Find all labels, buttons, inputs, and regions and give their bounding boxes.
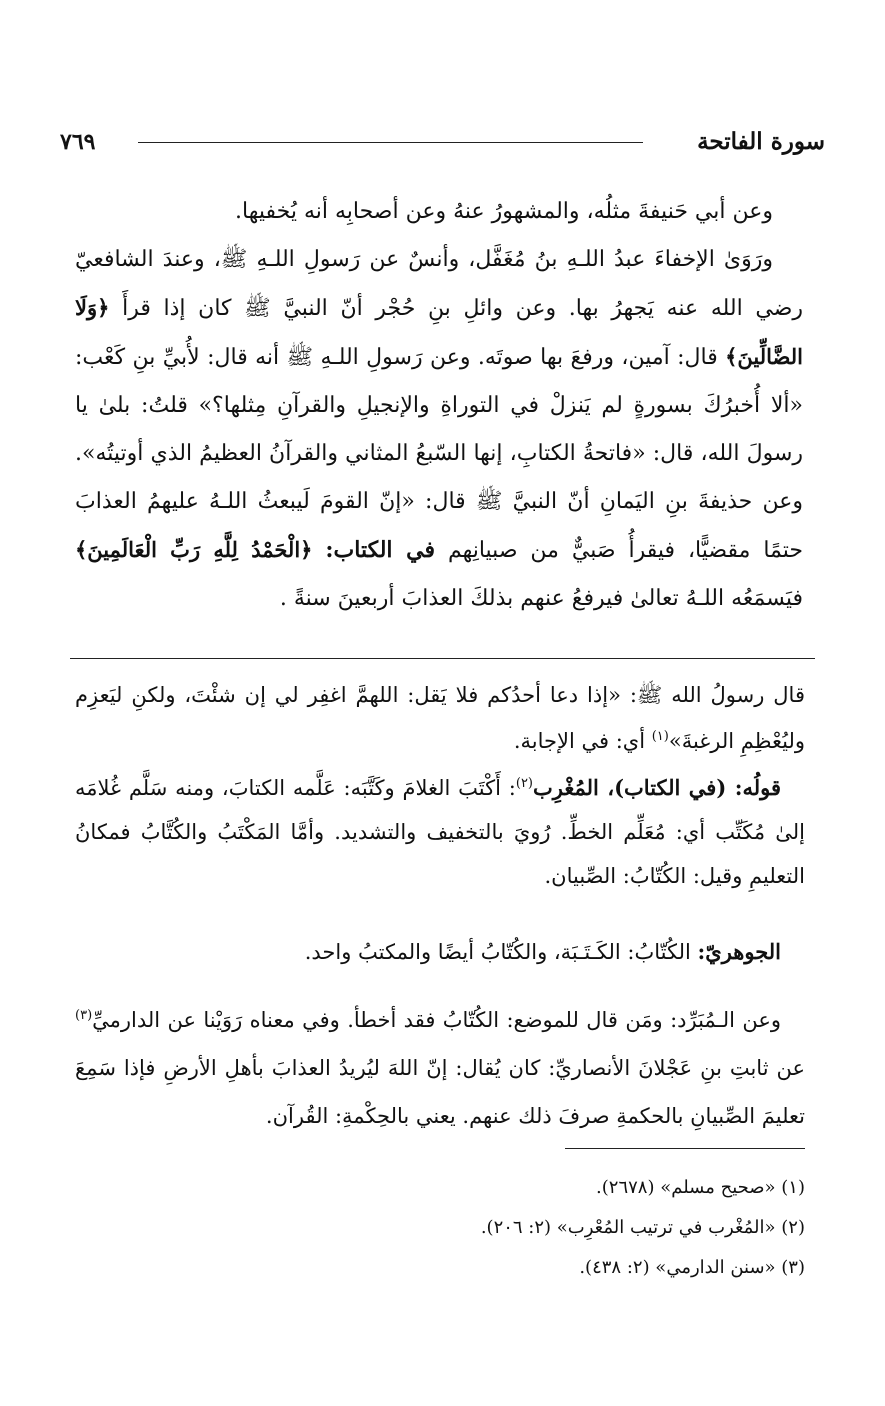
paragraph-text: قال رسولُ الله ﷺ: «إذا دعا أحدُكم فلا يَقل: اللهمَّ اغفِر لي إن شئْتَ، ولكنِ ليَعزِم وليُعْظِمِ الرغبةَ»: [75, 683, 805, 753]
quran-verse: ﴿وَلَا الضَّالِّينَ﴾: [75, 295, 803, 369]
footnote-ref-3: (٣): [75, 1008, 93, 1023]
footnote-item: (٣) «سنن الدارمي» (٢: ٤٣٨).: [579, 1257, 805, 1278]
quran-verse: ﴿الْحَمْدُ لِلَّهِ رَبِّ الْعَالَمِينَ﴾: [75, 537, 313, 562]
notes-paragraph-2: [75, 766, 805, 898]
footnote-divider: [565, 1148, 805, 1149]
bold-phrase: الجوهريّ:: [697, 939, 781, 964]
paragraph-text: وعن الـمُبَرِّد: ومَن قال للموضع: الكُتّابُ فقد أخطأ. وفي معناه رَوَيْنا عن الدارميِّ: [92, 1008, 781, 1032]
footnote-ref-2: (٢): [515, 776, 533, 791]
paragraph-text: : أَكْتَبَ الغلامَ وكَتَّبَه: عَلَّمه الكتابَ، ومنه سَلَّم غُلامَه إلىٰ مُكَتِّب أي: مُعَلِّم الخطِّ. رُويَ بالتخفيف والتشديد. وأمَّا المَكْتَبُ والكُتَّابُ فمكانُ التعليمِ وقيل: الكُتّابُ: الصِّبيان.: [75, 776, 805, 888]
bold-phrase: المُغْرِب: [533, 775, 608, 800]
bold-phrase: قولُه: (في الكتاب)،: [607, 775, 782, 800]
footnote-item: (١) «صحيح مسلم» (٢٦٧٨).: [596, 1177, 805, 1198]
paragraph-text: أي: في الإجابة.: [513, 729, 652, 753]
paragraph-text: قال: آمين، ورفعَ بها صوتَه. وعن رَسولِ اللـهِ ﷺ أنه قال: لأُبيِّ بنِ كَعْب: «ألا أُخبرُكَ بسورةٍ لم يَنزلْ في التوراةِ والإنجيلِ والقرآنِ مِثلها؟» قلتُ: بلىٰ يا رسولَ الله، قال: «فاتحةُ الكتابِ، إنها السّبعُ المثاني والقرآنُ العظيمُ الذي أوتيتُه». وعن حذيفةَ بنِ اليَمانِ أنّ النبيَّ ﷺ قال: «إنّ القومَ لَيبعثُ اللـهُ عليهمُ العذابَ حتمًا مقضيًّا، فيقرأُ صَبيٌّ من صبيانِهم: [75, 345, 803, 563]
bold-phrase: في الكتاب:: [325, 537, 435, 563]
notes-paragraph-4: [75, 996, 805, 1140]
commentary-paragraph-1: [75, 188, 803, 236]
paragraph-text: فيَسمَعُه اللـهُ تعالىٰ فيرفعُ عنهم بذلكَ العذابَ أربعينَ سنةً .: [279, 586, 803, 611]
footnotes-list: [200, 1168, 805, 1288]
paragraph-text: الكُتّابُ: الكَـتَـبَة، والكُتّابُ أيضًا والمكتبُ واحد.: [304, 940, 698, 964]
paragraph-text: عن ثابتِ بنِ عَجْلانَ الأنصاريِّ: كان يُقال: إنّ اللهَ ليُريدُ العذابَ بأهلِ الأرضِ فإذا سَمِعَ تعليمَ الصِّبيانِ بالحكمةِ صرفَ ذلك عنهم. يعني بالحِكْمةِ: القُرآن.: [75, 1056, 805, 1128]
main-text-divider: [70, 658, 815, 659]
paragraph-text: وعن أبي حَنيفةَ مثلُه، والمشهورُ عنهُ وعن أصحابِه أنه يُخفيها.: [235, 199, 773, 224]
page-number: ٧٦٩: [60, 129, 96, 155]
notes-paragraph-3: [75, 930, 805, 974]
footnote-item: (٢) «المُغْرب في ترتيب المُعْرِب» (٢: ٢٠٦).: [480, 1217, 805, 1238]
footnote-ref-1: (١): [651, 729, 669, 744]
commentary-paragraph-2: [75, 236, 803, 623]
section-title: سورة الفاتحة: [697, 128, 825, 155]
running-header: [60, 122, 825, 166]
header-rule: [138, 142, 643, 143]
paragraph-text: ورَوَىٰ الإخفاءَ عبدُ اللـهِ بنُ مُغَفَّل، وأنسٌ عن رَسولِ اللـهِ ﷺ، وعندَ الشافعيّ رضي الله عنه يَجهرُ بها. وعن وائلِ بنِ حُجْر أنّ النبيَّ ﷺ كان إذا قرأَ: [75, 247, 803, 321]
notes-paragraph-1: [75, 672, 805, 764]
